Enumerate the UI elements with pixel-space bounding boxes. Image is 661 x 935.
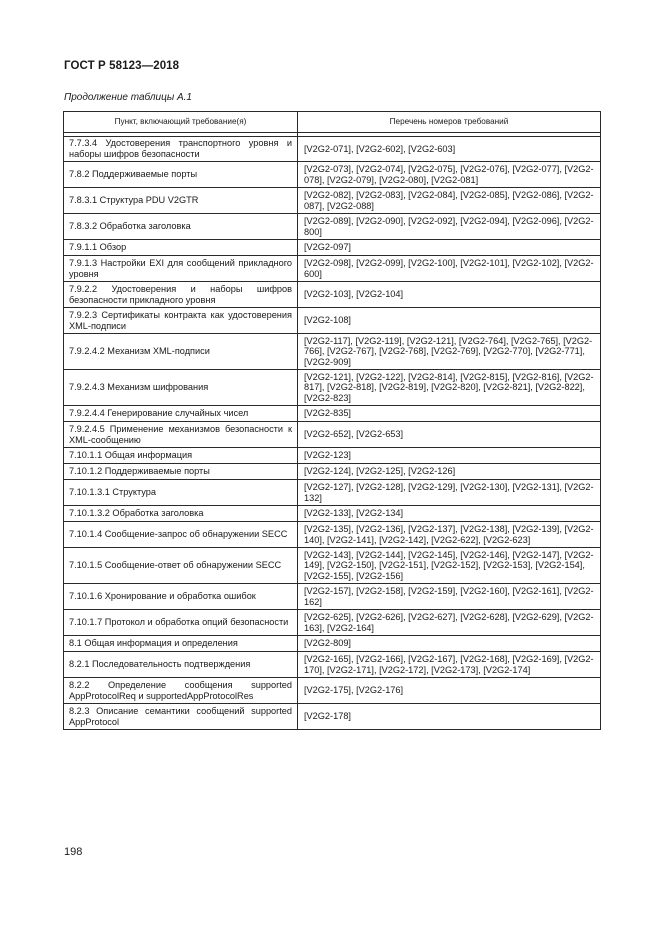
table-row	[64, 652, 601, 678]
table-row	[64, 256, 601, 282]
requirements-cell: [V2G2-117], [V2G2-119], [V2G2-121], [V2G2-764], [V2G2-765], [V2G2-766], [V2G2-767], [V2G2-768], [V2G2-769], [V2G2-770], [V2G2-771], [V2G2-909]	[298, 334, 601, 370]
clause-cell: 7.9.2.4.4 Генерирование случайных чисел	[64, 406, 298, 422]
clause-cell: 7.8.2 Поддерживаемые порты	[64, 162, 298, 188]
requirements-cell: [V2G2-835]	[298, 406, 601, 422]
clause-cell: 7.9.2.3 Сертификаты контракта как удостоверения XML-подписи	[64, 308, 298, 334]
requirements-cell: [V2G2-108]	[298, 308, 601, 334]
clause-cell: 8.2.1 Последовательность подтверждения	[64, 652, 298, 678]
requirements-cell: [V2G2-098], [V2G2-099], [V2G2-100], [V2G2-101], [V2G2-102], [V2G2-600]	[298, 256, 601, 282]
table-header-row	[64, 112, 601, 133]
clause-cell: 7.9.1.3 Настройки EXI для сообщений прикладного уровня	[64, 256, 298, 282]
table-row	[64, 214, 601, 240]
table-row	[64, 522, 601, 548]
clause-cell: 8.2.2 Определение сообщения supported AppProtocolReq и supportedAppProtocolRes	[64, 678, 298, 704]
clause-cell: 7.9.2.2 Удостоверения и наборы шифров безопасности прикладного уровня	[64, 282, 298, 308]
table-row	[64, 240, 601, 256]
table-row	[64, 506, 601, 522]
table-body	[64, 133, 601, 730]
table-row	[64, 704, 601, 730]
clause-cell: 7.9.2.4.3 Механизм шифрования	[64, 370, 298, 406]
table-row	[64, 282, 601, 308]
requirements-cell: [V2G2-157], [V2G2-158], [V2G2-159], [V2G2-160], [V2G2-161], [V2G2-162]	[298, 584, 601, 610]
requirements-cell: [V2G2-625], [V2G2-626], [V2G2-627], [V2G2-628], [V2G2-629], [V2G2-163], [V2G2-164]	[298, 610, 601, 636]
clause-cell: 7.10.1.5 Сообщение-ответ об обнаружении SECC	[64, 548, 298, 584]
clause-cell: 7.10.1.3.1 Структура	[64, 480, 298, 506]
requirements-cell: [V2G2-124], [V2G2-125], [V2G2-126]	[298, 464, 601, 480]
clause-cell: 7.8.3.2 Обработка заголовка	[64, 214, 298, 240]
table-row	[64, 448, 601, 464]
table-row	[64, 406, 601, 422]
table-row	[64, 162, 601, 188]
clause-cell: 7.10.1.6 Хронирование и обработка ошибок	[64, 584, 298, 610]
requirements-cell: [V2G2-178]	[298, 704, 601, 730]
requirements-cell: [V2G2-073], [V2G2-074], [V2G2-075], [V2G2-076], [V2G2-077], [V2G2-078], [V2G2-079], [V2G2-080], [V2G2-081]	[298, 162, 601, 188]
clause-cell: 7.10.1.7 Протокол и обработка опций безопасности	[64, 610, 298, 636]
requirements-cell: [V2G2-127], [V2G2-128], [V2G2-129], [V2G2-130], [V2G2-131], [V2G2-132]	[298, 480, 601, 506]
table-row	[64, 678, 601, 704]
requirements-cell: [V2G2-123]	[298, 448, 601, 464]
clause-cell: 7.10.1.4 Сообщение-запрос об обнаружении SECC	[64, 522, 298, 548]
requirements-cell: [V2G2-135], [V2G2-136], [V2G2-137], [V2G2-138], [V2G2-139], [V2G2-140], [V2G2-141], [V2G2-142], [V2G2-622], [V2G2-623]	[298, 522, 601, 548]
requirements-cell: [V2G2-133], [V2G2-134]	[298, 506, 601, 522]
requirements-cell: [V2G2-175], [V2G2-176]	[298, 678, 601, 704]
requirements-table	[63, 111, 601, 730]
table-row	[64, 188, 601, 214]
requirements-cell: [V2G2-089], [V2G2-090], [V2G2-092], [V2G2-094], [V2G2-096], [V2G2-800]	[298, 214, 601, 240]
clause-cell: 7.10.1.2 Поддерживаемые порты	[64, 464, 298, 480]
column-header-clause: Пункт, включающий требование(я)	[64, 112, 298, 133]
page-number: 198	[64, 846, 83, 858]
requirements-cell: [V2G2-071], [V2G2-602], [V2G2-603]	[298, 137, 601, 162]
clause-cell: 7.9.1.1 Обзор	[64, 240, 298, 256]
requirements-cell: [V2G2-809]	[298, 636, 601, 652]
clause-cell: 7.8.3.1 Структура PDU V2GTR	[64, 188, 298, 214]
clause-cell: 8.2.3 Описание семантики сообщений supported AppProtocol	[64, 704, 298, 730]
table-row	[64, 480, 601, 506]
clause-cell: 7.7.3.4 Удостоверения транспортного уровня и наборы шифров безопасности	[64, 137, 298, 162]
requirements-cell: [V2G2-082], [V2G2-083], [V2G2-084], [V2G2-085], [V2G2-086], [V2G2-087], [V2G2-088]	[298, 188, 601, 214]
table-row	[64, 422, 601, 448]
table-row	[64, 308, 601, 334]
table-caption: Продолжение таблицы А.1	[64, 92, 192, 103]
clause-cell: 7.9.2.4.2 Механизм XML-подписи	[64, 334, 298, 370]
table-row	[64, 334, 601, 370]
table-row	[64, 464, 601, 480]
table-row	[64, 584, 601, 610]
clause-cell: 7.10.1.3.2 Обработка заголовка	[64, 506, 298, 522]
table-row	[64, 548, 601, 584]
table-row	[64, 610, 601, 636]
requirements-cell: [V2G2-121], [V2G2-122], [V2G2-814], [V2G2-815], [V2G2-816], [V2G2-817], [V2G2-818], [V2G2-819], [V2G2-820], [V2G2-821], [V2G2-822], [V2G2-823]	[298, 370, 601, 406]
table-row	[64, 370, 601, 406]
requirements-cell: [V2G2-097]	[298, 240, 601, 256]
table-row	[64, 636, 601, 652]
requirements-cell: [V2G2-652], [V2G2-653]	[298, 422, 601, 448]
table-row	[64, 137, 601, 162]
clause-cell: 7.9.2.4.5 Применение механизмов безопасности к XML-сообщению	[64, 422, 298, 448]
requirements-cell: [V2G2-165], [V2G2-166], [V2G2-167], [V2G2-168], [V2G2-169], [V2G2-170], [V2G2-171], [V2G2-172], [V2G2-173], [V2G2-174]	[298, 652, 601, 678]
document-header: ГОСТ Р 58123—2018	[64, 60, 180, 72]
requirements-cell: [V2G2-143], [V2G2-144], [V2G2-145], [V2G2-146], [V2G2-147], [V2G2-149], [V2G2-150], [V2G2-151], [V2G2-152], [V2G2-153], [V2G2-154], [V2G2-155], [V2G2-156]	[298, 548, 601, 584]
clause-cell: 7.10.1.1 Общая информация	[64, 448, 298, 464]
requirements-cell: [V2G2-103], [V2G2-104]	[298, 282, 601, 308]
clause-cell: 8.1 Общая информация и определения	[64, 636, 298, 652]
column-header-requirements: Перечень номеров требований	[298, 112, 601, 133]
